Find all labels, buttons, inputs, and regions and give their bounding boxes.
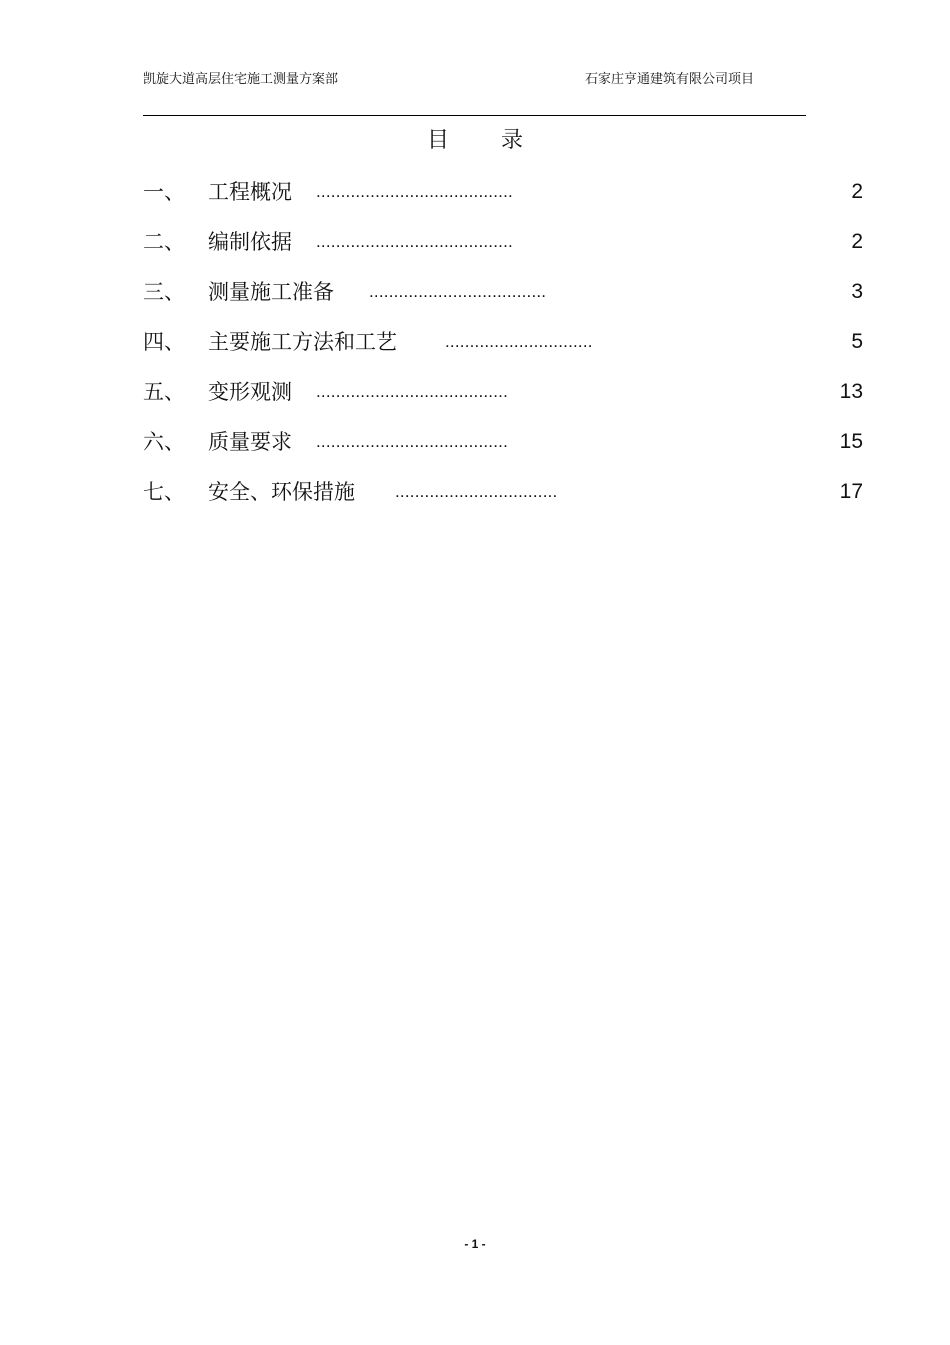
toc-entry-leader: ........................................ — [316, 182, 513, 201]
toc-entry-leader: ................................. — [395, 482, 558, 501]
toc-entry[interactable] — [0, 176, 950, 208]
toc-entry[interactable] — [0, 476, 950, 508]
toc-entry[interactable] — [0, 226, 950, 258]
toc-entry[interactable] — [0, 426, 950, 458]
toc-entry-title: 质量要求 — [208, 430, 292, 454]
toc-entry[interactable] — [0, 276, 950, 308]
toc-entry-number: 四、 — [143, 330, 185, 354]
toc-entry-number: 三、 — [143, 280, 185, 304]
toc-entry-leader: ....................................... — [316, 382, 509, 401]
header-company-name: 石家庄亨通建筑有限公司项目 — [585, 72, 755, 87]
header-divider — [143, 115, 806, 116]
toc-entry-leader: ....................................... — [316, 432, 509, 451]
toc-entry-title: 安全、环保措施 — [208, 480, 355, 504]
toc-entry-page: 5 — [851, 330, 863, 353]
header-document-title: 凯旋大道高层住宅施工测量方案部 — [143, 72, 339, 87]
toc-entry[interactable] — [0, 326, 950, 358]
toc-entry-leader: .................................... — [369, 282, 547, 301]
toc-entry[interactable] — [0, 376, 950, 408]
toc-entry-title: 编制依据 — [208, 230, 292, 254]
toc-entry-page: 17 — [839, 480, 863, 503]
toc-entry-page: 13 — [839, 380, 863, 403]
page-number: - 1 - — [464, 1237, 486, 1251]
toc-entry-page: 3 — [851, 280, 863, 303]
toc-entry-page: 2 — [851, 180, 863, 203]
toc-entry-title: 工程概况 — [208, 180, 292, 204]
toc-entry-leader: ........................................ — [316, 232, 513, 251]
toc-entry-title: 测量施工准备 — [208, 280, 334, 304]
toc-entry-page: 2 — [851, 230, 863, 253]
toc-entry-title: 主要施工方法和工艺 — [208, 330, 397, 354]
toc-title: 目录 — [426, 128, 575, 153]
toc-entry-title: 变形观测 — [208, 380, 292, 404]
toc-entry-number: 七、 — [143, 480, 185, 504]
toc-entry-number: 六、 — [143, 430, 185, 454]
toc-entry-number: 一、 — [143, 180, 185, 204]
toc-entry-number: 五、 — [143, 380, 185, 404]
toc-entry-number: 二、 — [143, 230, 185, 254]
toc-entry-leader: .............................. — [445, 332, 593, 351]
toc-entry-page: 15 — [839, 430, 863, 453]
